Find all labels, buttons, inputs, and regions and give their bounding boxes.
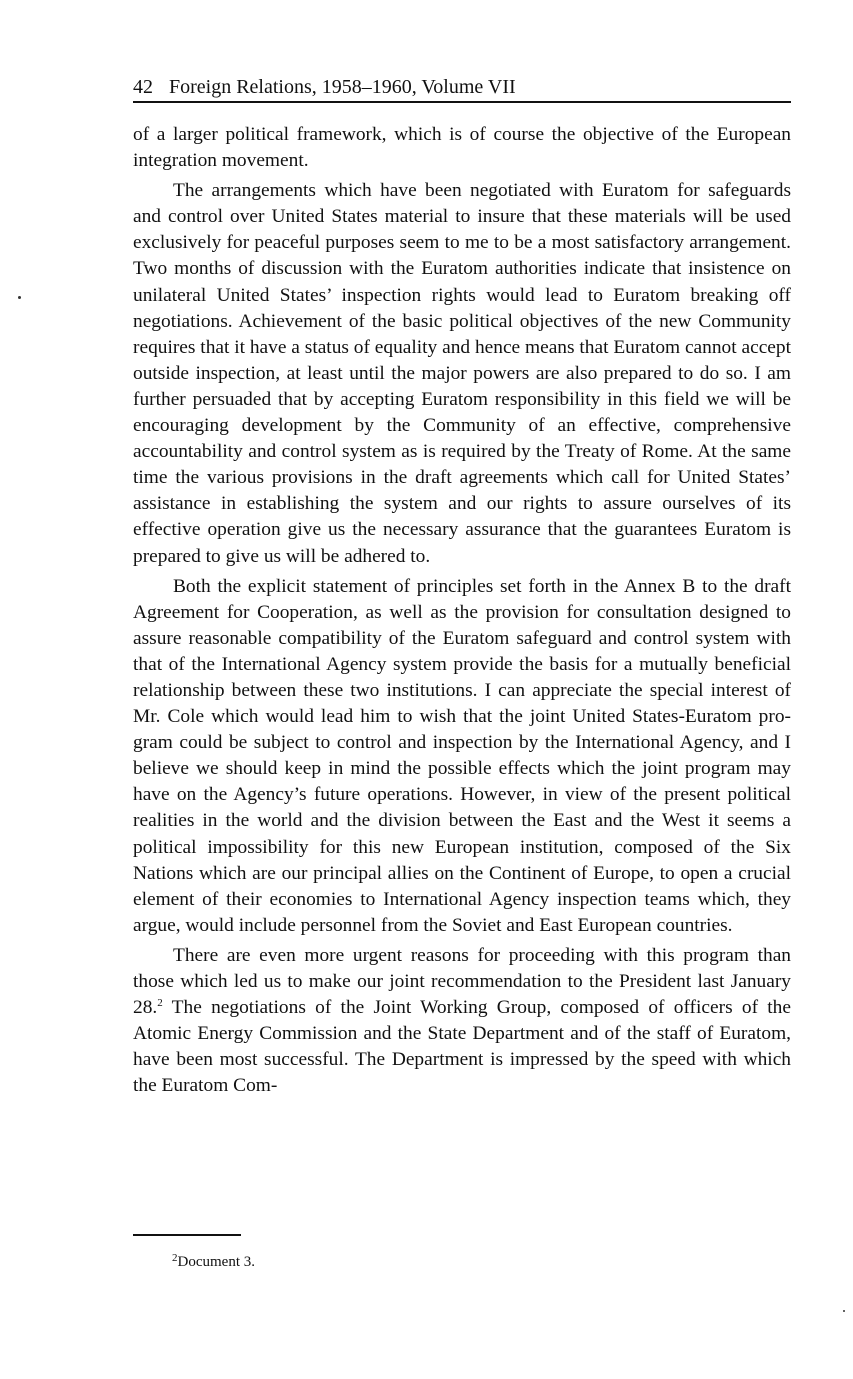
body-text (133, 122, 791, 1103)
scan-speck (18, 296, 21, 299)
paragraph-text: The negotiations of the Joint Working Group, composed of officers of the Atomic Energy Commission and the State Department and of the staff of Euratom, have been most successful. The Department is impressed by the speed with which the Euratom Com- (133, 997, 791, 1097)
page-number: 42 (133, 76, 153, 98)
footnote (172, 1252, 255, 1272)
paragraph: The arrangements which have been negotiated with Euratom for safeguards and control over United States material to insure that these materials will be used exclusively for peaceful purposes seem to me to be a most satisfactory arrangement. Two months of discussion with the Euratom authorities indicate that insistence on unilateral United States’ inspection rights would lead to Euratom breaking off negotiations. Achievement of the basic political objectives of the new Community requires that it have a status of equality and hence means that Euratom cannot accept outside inspection, at least until the major powers are also prepared to do so. I am further persuaded that by accepting Euratom responsibility in this field we will be encouraging development by the Community of an effective, comprehensive accountability and control system as is required by the Treaty of Rome. At the same time the various provisions in the draft agreements which call for United States’ assistance in establishing the system and our rights to assure ourselves of its effective operation give us the necessary assurance that the guarantees Euratom is prepared to give us will be adhered to. (133, 180, 791, 567)
footnote-marker: 2 (172, 1252, 178, 1264)
paragraph: of a larger political framework, which is of course the objective of the European integration movement. (133, 124, 791, 172)
running-title: Foreign Relations, 1958–1960, Volume VII (169, 76, 516, 98)
running-header (133, 74, 791, 103)
footnote-reference[interactable]: 2 (157, 997, 163, 1010)
footnote-divider (133, 1234, 241, 1236)
paragraph (133, 943, 791, 1100)
scan-speck (843, 1310, 845, 1312)
footnote-text: Document 3. (177, 1254, 255, 1270)
paragraph-text: There are even more urgent reasons for proceeding with this program than those which led us to make our joint recommendation to the President last January 28. (133, 944, 791, 1019)
paragraph: Both the explicit statement of principles set forth in the Annex B to the draft Agreement for Cooperation, as well as the provision for consultation designed to assure reasonable compatibility of the Euratom safeguard and control system with that of the International Agency system provide the basis for a mutually beneficial relationship between these two institutions. I can appreciate the special interest of Mr. Cole which would lead him to wish that the joint United States-Euratom program could be subject to control and inspection by the International Agency, and I believe we should keep in mind the possible effects which the joint program may have on the Agency’s future operations. However, in view of the present political realities in the world and the division between the East and the West it seems a political impossibility for this new European institution, composed of the Six Nations which are our principal allies on the Continent of Europe, to open a crucial element of their economies to International Agency inspection teams which, they argue, would include personnel from the Soviet and East European countries. (133, 575, 791, 936)
